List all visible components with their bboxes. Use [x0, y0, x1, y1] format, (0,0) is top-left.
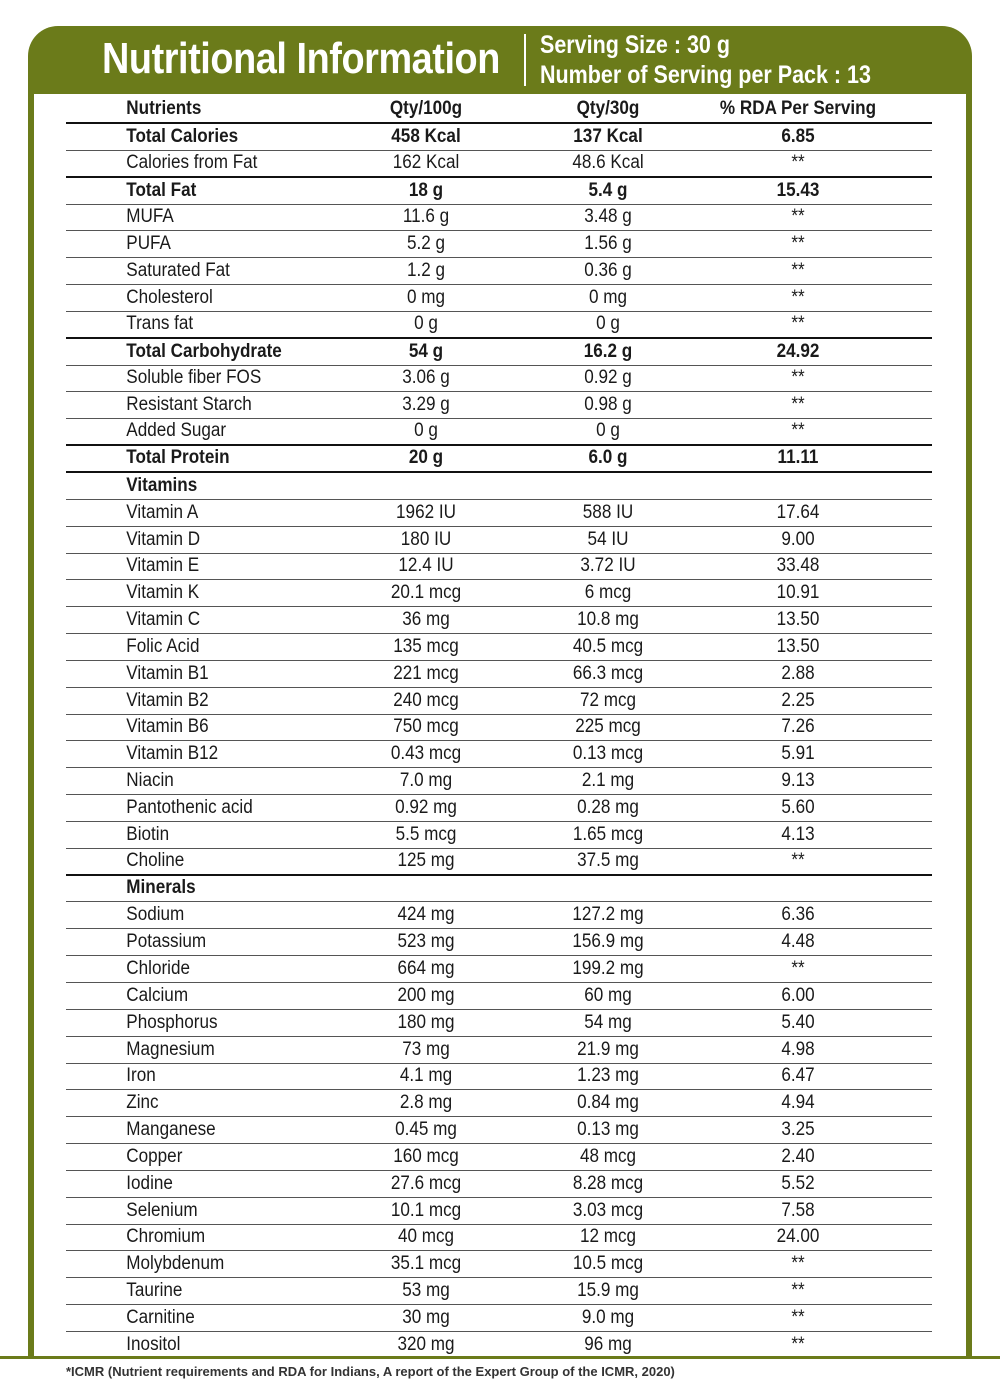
nutrient-name: Manganese	[126, 1119, 216, 1141]
table-row	[66, 1278, 932, 1305]
table-row	[66, 768, 932, 795]
nutrient-name: Vitamin B12	[126, 743, 219, 765]
rda-percent: 4.48	[781, 931, 815, 953]
rda-percent: 6.36	[781, 904, 815, 926]
nutrient-name: Iodine	[126, 1172, 173, 1194]
qty-per-100g: 180 mg	[397, 1011, 455, 1033]
qty-per-30g: 127.2 mg	[572, 904, 644, 926]
table-row	[66, 1037, 932, 1064]
table-row	[66, 1305, 932, 1332]
rda-percent: 13.50	[776, 635, 820, 657]
footer-rule	[0, 1356, 1000, 1359]
qty-per-100g: 7.0 mg	[399, 770, 453, 792]
table-row	[66, 473, 932, 500]
rda-percent: 6.85	[781, 125, 815, 147]
qty-per-100g: 36 mg	[402, 609, 450, 631]
qty-per-30g: 60 mg	[584, 984, 632, 1006]
qty-per-30g: 0.13 mg	[577, 1119, 639, 1141]
nutrient-name: Taurine	[126, 1280, 183, 1302]
nutrient-name: Vitamin B2	[126, 689, 209, 711]
nutrient-name: Total Fat	[126, 179, 197, 201]
table-row	[66, 205, 932, 232]
nutrient-name: Magnesium	[126, 1038, 215, 1060]
table-row	[66, 607, 932, 634]
column-header-qty-30g: Qty/30g	[576, 98, 640, 119]
qty-per-100g: 30 mg	[402, 1306, 450, 1328]
table-row	[66, 661, 932, 688]
nutrient-name: PUFA	[126, 233, 171, 255]
table-row	[66, 1171, 932, 1198]
rda-percent: 3.25	[781, 1119, 815, 1141]
qty-per-100g: 135 mcg	[393, 635, 459, 657]
qty-per-100g: 0.92 mg	[395, 796, 457, 818]
qty-per-30g: 0.84 mg	[577, 1092, 639, 1114]
nutrient-name: Vitamin E	[126, 555, 200, 577]
rda-percent	[717, 899, 879, 901]
rda-percent: 33.48	[776, 555, 820, 577]
qty-per-30g: 9.0 mg	[581, 1306, 635, 1328]
table-row	[66, 849, 932, 876]
nutrient-name: Zinc	[126, 1092, 159, 1114]
qty-per-100g	[372, 899, 480, 901]
nutrient-name: Vitamin C	[126, 609, 201, 631]
qty-per-100g: 73 mg	[402, 1038, 450, 1060]
qty-per-30g: 1.23 mg	[577, 1065, 639, 1087]
qty-per-100g: 320 mg	[397, 1333, 455, 1355]
nutrient-name: Potassium	[126, 931, 207, 953]
nutrient-name: Molybdenum	[126, 1253, 225, 1275]
qty-per-100g: 424 mg	[397, 904, 455, 926]
qty-per-30g: 48.6 Kcal	[572, 151, 644, 173]
rda-percent: **	[791, 1280, 805, 1302]
qty-per-100g: 221 mcg	[393, 662, 459, 684]
nutrient-name: Chloride	[126, 958, 190, 979]
qty-per-100g: 54 g	[408, 340, 444, 362]
qty-per-100g: 20 g	[408, 446, 444, 468]
qty-per-30g: 12 mcg	[579, 1226, 637, 1248]
qty-per-100g: 750 mcg	[393, 716, 459, 738]
qty-per-30g: 0.98 g	[584, 394, 632, 416]
table-row	[66, 500, 932, 527]
rda-percent: **	[791, 958, 805, 979]
nutrient-name: Sodium	[126, 904, 185, 926]
table-row	[66, 822, 932, 849]
qty-per-30g: 54 mg	[584, 1011, 632, 1033]
rda-percent: **	[791, 260, 805, 282]
nutrient-name: Total Carbohydrate	[126, 340, 282, 362]
rda-percent: 17.64	[776, 501, 820, 523]
qty-per-100g: 0.43 mcg	[390, 743, 462, 765]
rda-percent: **	[791, 151, 805, 173]
column-header-qty-100g: Qty/100g	[389, 98, 463, 119]
qty-per-30g: 37.5 mg	[577, 849, 639, 871]
rda-percent: 4.13	[781, 823, 815, 845]
rda-percent: **	[791, 206, 805, 228]
nutrient-name: Pantothenic acid	[126, 796, 253, 818]
nutrient-name: Vitamin B6	[126, 716, 209, 738]
table-row	[66, 312, 932, 339]
header-divider	[524, 34, 526, 86]
table-row	[66, 983, 932, 1010]
nutrient-name: Saturated Fat	[126, 260, 230, 282]
qty-per-100g: 11.6 g	[402, 206, 450, 228]
qty-per-100g: 5.5 mcg	[395, 823, 457, 845]
rda-percent: 4.94	[781, 1092, 815, 1114]
qty-per-30g: 10.5 mcg	[572, 1253, 644, 1275]
qty-per-30g: 3.48 g	[584, 206, 632, 228]
table-row	[66, 580, 932, 607]
table-row	[66, 902, 932, 929]
rda-percent: 5.52	[781, 1172, 815, 1194]
qty-per-30g: 8.28 mcg	[572, 1172, 644, 1194]
footnote: *ICMR (Nutrient requirements and RDA for Indians, A report of the Expert Group of the ICMR, 2020)	[66, 1364, 675, 1379]
qty-per-100g	[372, 497, 480, 499]
qty-per-100g: 20.1 mcg	[390, 582, 462, 604]
rda-percent: 5.60	[781, 796, 815, 818]
qty-per-30g: 40.5 mcg	[572, 635, 644, 657]
qty-per-100g: 18 g	[408, 179, 444, 201]
table-row	[66, 527, 932, 554]
rda-percent: **	[791, 1306, 805, 1328]
table-row	[66, 258, 932, 285]
qty-per-100g: 27.6 mcg	[390, 1172, 462, 1194]
table-row	[66, 688, 932, 715]
rda-percent: 5.91	[781, 743, 815, 765]
table-row	[66, 634, 932, 661]
qty-per-30g: 54 IU	[587, 528, 629, 550]
nutrient-name: Resistant Starch	[126, 394, 252, 416]
rda-percent: 15.43	[776, 179, 820, 201]
rda-percent: **	[791, 1333, 805, 1355]
table-row	[66, 1332, 932, 1359]
nutrient-name: Phosphorus	[126, 1011, 218, 1033]
nutrition-table	[66, 96, 932, 1359]
qty-per-100g: 0 g	[414, 312, 438, 334]
qty-per-30g: 3.03 mcg	[572, 1199, 644, 1221]
servings-per-pack: Number of Serving per Pack : 13	[540, 61, 871, 89]
qty-per-100g: 200 mg	[397, 984, 455, 1006]
nutrient-name: Minerals	[126, 877, 196, 899]
table-row	[66, 554, 932, 581]
table-row	[66, 285, 932, 312]
qty-per-30g: 0 g	[596, 420, 620, 442]
qty-per-100g: 1.2 g	[406, 260, 446, 282]
table-row	[66, 231, 932, 258]
nutrient-name: Biotin	[126, 823, 170, 845]
nutrient-name: Vitamin A	[126, 501, 199, 523]
nutrient-name: Carnitine	[126, 1306, 195, 1328]
rda-percent	[717, 497, 879, 499]
nutrient-name: Selenium	[126, 1199, 198, 1221]
qty-per-30g	[518, 497, 698, 499]
table-row	[66, 956, 932, 983]
column-header-nutrients: Nutrients	[126, 98, 202, 119]
rda-percent: **	[791, 367, 805, 389]
qty-per-100g: 125 mg	[397, 849, 455, 871]
rda-percent: **	[791, 1253, 805, 1275]
qty-per-100g: 458 Kcal	[391, 125, 461, 147]
qty-per-30g: 5.4 g	[588, 179, 628, 201]
table-row	[66, 1064, 932, 1091]
table-row	[66, 1117, 932, 1144]
nutrient-name: Vitamin K	[126, 582, 200, 604]
table-row	[66, 124, 932, 151]
qty-per-30g: 1.65 mcg	[572, 823, 644, 845]
serving-info	[540, 30, 871, 90]
qty-per-30g: 10.8 mg	[577, 609, 639, 631]
qty-per-100g: 4.1 mg	[399, 1065, 453, 1087]
page-title: Nutritional Information	[102, 34, 500, 83]
nutrient-name: Total Protein	[126, 446, 230, 468]
table-row	[66, 366, 932, 393]
qty-per-30g: 72 mcg	[579, 689, 637, 711]
nutrient-name: Total Calories	[126, 125, 239, 147]
qty-per-30g: 156.9 mg	[572, 931, 644, 953]
nutrient-name: Vitamin D	[126, 528, 201, 550]
qty-per-30g: 199.2 mg	[572, 958, 644, 979]
nutrient-name: Copper	[126, 1145, 183, 1167]
qty-per-30g: 16.2 g	[583, 340, 633, 362]
rda-percent: 11.11	[777, 446, 819, 468]
qty-per-100g: 1962 IU	[396, 501, 456, 523]
table-row	[66, 929, 932, 956]
column-header-rda: % RDA Per Serving	[719, 98, 877, 119]
qty-per-30g: 21.9 mg	[577, 1038, 639, 1060]
qty-per-30g: 0.28 mg	[577, 796, 639, 818]
table-row	[66, 151, 932, 178]
table-row	[66, 339, 932, 366]
rda-percent: **	[791, 849, 805, 871]
qty-per-100g: 160 mcg	[393, 1145, 459, 1167]
nutrient-name: Soluble fiber FOS	[126, 367, 262, 389]
rda-percent: **	[791, 394, 805, 416]
qty-per-100g: 180 IU	[400, 528, 452, 550]
nutrient-name: Trans fat	[126, 312, 194, 334]
qty-per-30g: 6 mcg	[584, 582, 632, 604]
qty-per-30g: 588 IU	[582, 501, 634, 523]
qty-per-100g: 10.1 mcg	[390, 1199, 462, 1221]
nutrient-name: Calcium	[126, 984, 189, 1006]
table-row	[66, 1198, 932, 1225]
rda-percent: 6.00	[781, 984, 815, 1006]
rda-percent: 7.26	[781, 716, 815, 738]
rda-percent: 7.58	[781, 1199, 815, 1221]
qty-per-100g: 162 Kcal	[392, 151, 460, 173]
qty-per-100g: 0.45 mg	[395, 1119, 457, 1141]
table-row	[66, 1090, 932, 1117]
nutrient-name: Chromium	[126, 1226, 206, 1248]
qty-per-30g: 2.1 mg	[581, 770, 635, 792]
rda-percent: 9.00	[781, 528, 815, 550]
qty-per-100g: 3.29 g	[402, 394, 450, 416]
nutrient-name: Calories from Fat	[126, 151, 258, 173]
label-header	[28, 26, 972, 96]
rda-percent: 2.40	[781, 1145, 815, 1167]
rda-percent: 13.50	[776, 609, 820, 631]
qty-per-100g: 40 mcg	[397, 1226, 455, 1248]
qty-per-30g: 0.13 mcg	[572, 743, 644, 765]
qty-per-30g: 0 g	[596, 312, 620, 334]
qty-per-30g: 0.36 g	[584, 260, 632, 282]
qty-per-30g: 48 mcg	[579, 1145, 637, 1167]
table-row	[66, 178, 932, 205]
nutrient-name: Niacin	[126, 770, 174, 792]
table-row	[66, 795, 932, 822]
qty-per-30g: 0.92 g	[584, 367, 632, 389]
nutrient-name: MUFA	[126, 206, 174, 228]
qty-per-30g: 6.0 g	[588, 446, 628, 468]
rda-percent: 2.25	[781, 689, 815, 711]
nutrient-name: Inositol	[126, 1333, 181, 1355]
qty-per-100g: 35.1 mcg	[390, 1253, 462, 1275]
table-body	[66, 124, 932, 1359]
table-row	[66, 715, 932, 742]
qty-per-100g: 2.8 mg	[399, 1092, 453, 1114]
qty-per-30g	[518, 899, 698, 901]
table-row	[66, 1251, 932, 1278]
nutrient-name: Cholesterol	[126, 286, 213, 308]
qty-per-30g: 1.56 g	[584, 233, 632, 255]
qty-per-30g: 3.72 IU	[580, 555, 636, 577]
serving-size: Serving Size : 30 g	[540, 31, 730, 59]
qty-per-100g: 0 mg	[406, 286, 446, 308]
nutrient-name: Folic Acid	[126, 635, 200, 657]
rda-percent: 9.13	[781, 770, 815, 792]
qty-per-100g: 12.4 IU	[398, 555, 454, 577]
nutrient-name: Choline	[126, 849, 185, 871]
rda-percent: 4.98	[781, 1038, 815, 1060]
table-header-row	[66, 96, 932, 124]
qty-per-100g: 3.06 g	[402, 367, 450, 389]
rda-percent: **	[791, 233, 805, 255]
rda-percent: 6.47	[781, 1065, 815, 1087]
rda-percent: **	[791, 312, 805, 334]
qty-per-30g: 0 mg	[588, 286, 628, 308]
rda-percent: 10.91	[776, 582, 820, 604]
qty-per-100g: 5.2 g	[406, 233, 446, 255]
table-row	[66, 1225, 932, 1252]
qty-per-30g: 66.3 mcg	[572, 662, 644, 684]
rda-percent: 24.00	[776, 1226, 820, 1248]
qty-per-30g: 15.9 mg	[577, 1280, 639, 1302]
rda-percent: 2.88	[781, 662, 815, 684]
rda-percent: **	[791, 286, 805, 308]
qty-per-100g: 523 mg	[397, 931, 455, 953]
qty-per-100g: 240 mcg	[393, 689, 459, 711]
table-row	[66, 392, 932, 419]
nutrient-name: Vitamins	[126, 474, 198, 496]
table-row	[66, 446, 932, 473]
table-row	[66, 1010, 932, 1037]
table-row	[66, 741, 932, 768]
nutrient-name: Vitamin B1	[126, 662, 209, 684]
table-row	[66, 1144, 932, 1171]
qty-per-100g: 664 mg	[397, 958, 455, 979]
table-row	[66, 419, 932, 446]
nutrient-name: Iron	[126, 1065, 156, 1087]
qty-per-30g: 137 Kcal	[573, 125, 643, 147]
qty-per-30g: 96 mg	[584, 1333, 632, 1355]
rda-percent: 5.40	[781, 1011, 815, 1033]
qty-per-30g: 225 mcg	[575, 716, 641, 738]
nutrient-name: Added Sugar	[126, 420, 227, 442]
table-row	[66, 876, 932, 903]
rda-percent: **	[791, 420, 805, 442]
qty-per-100g: 0 g	[414, 420, 438, 442]
rda-percent: 24.92	[776, 340, 820, 362]
qty-per-100g: 53 mg	[402, 1280, 450, 1302]
